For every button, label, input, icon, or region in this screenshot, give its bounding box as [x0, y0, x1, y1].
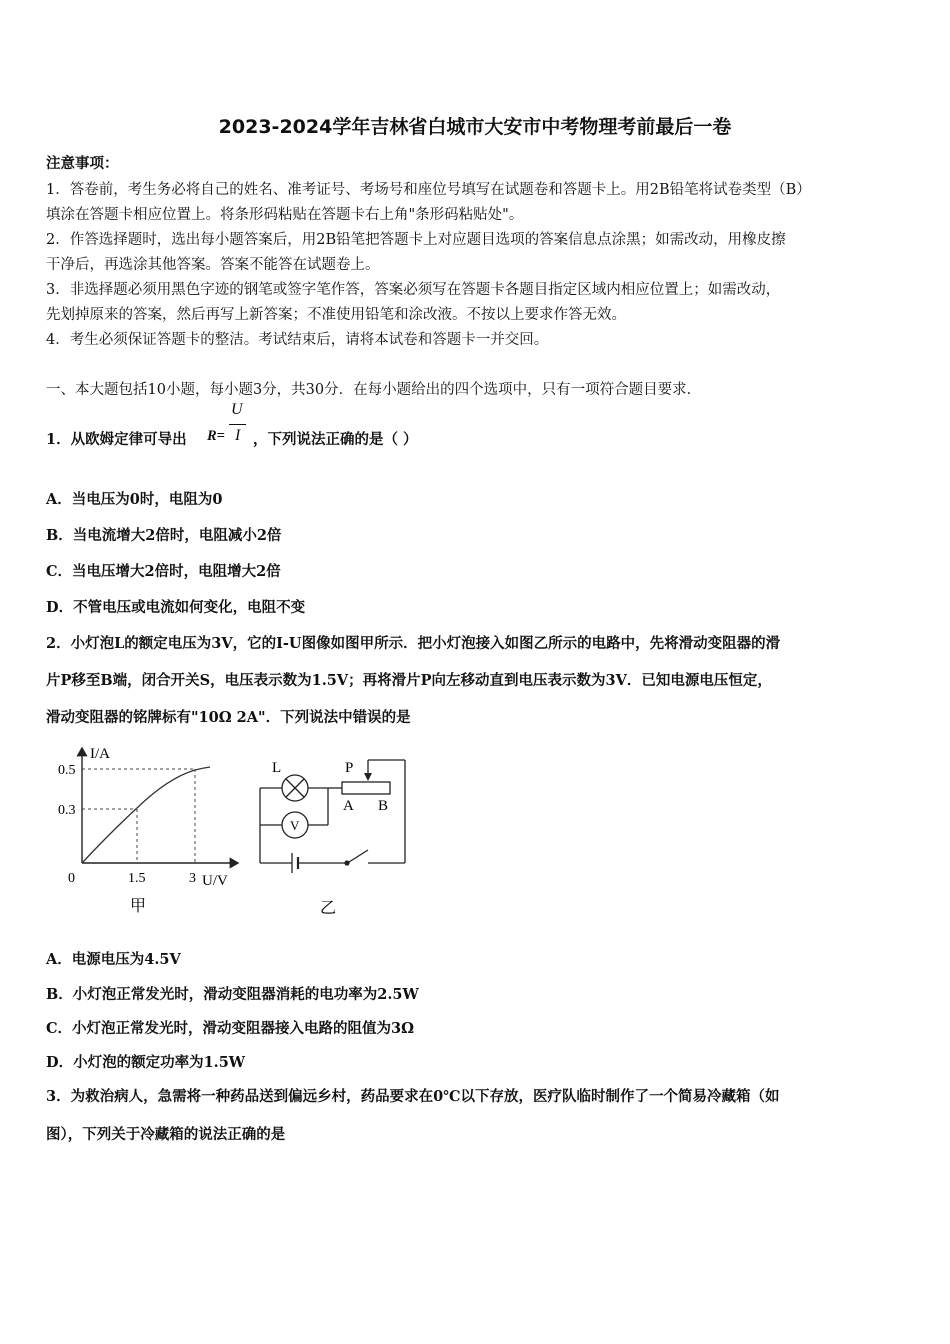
switch-symbol [349, 850, 368, 862]
graph-tick-y1: 0.3 [58, 803, 76, 818]
q2-option-b: B．小灯泡正常发光时，滑动变阻器消耗的电功率为2.5W [46, 986, 419, 1003]
circuit-label-b: B [378, 798, 389, 814]
q3-stem-line2: 图），下列关于冷藏箱的说法正确的是 [46, 1126, 286, 1143]
notice-item-3a: 3．非选择题必须用黑色字迹的钢笔或签字笔作答，答案必须写在答题卡各题目指定区域内相应位置上；如需改动， [46, 282, 781, 298]
q2-stem-line3: 滑动变阻器的铭牌标有"10Ω 2A"．下列说法中错误的是 [46, 709, 411, 726]
q1-fraction-numerator: U [231, 401, 243, 418]
circuit-figure [250, 745, 420, 920]
graph-tick-y2: 0.5 [58, 763, 76, 778]
rheostat-symbol [342, 782, 390, 794]
q1-stem-prefix: 1．从欧姆定律可导出 [46, 431, 187, 448]
q2-option-a: A．电源电压为4.5V [46, 951, 181, 968]
graph-caption: 甲 [130, 898, 147, 915]
notice-item-3b: 先划掉原来的答案，然后再写上新答案；不准使用铅笔和涂改液。不按以上要求作答无效。 [46, 307, 626, 323]
iu-graph-figure [40, 738, 250, 923]
graph-y-label: I/A [90, 746, 110, 762]
graph-origin: 0 [68, 871, 75, 886]
circuit-label-a: A [343, 798, 354, 814]
q1-option-d: D．不管电压或电流如何变化，电阻不变 [46, 599, 306, 616]
q3-stem-line1: 3．为救治病人，急需将一种药品送到偏远乡村，药品要求在0℃以下存放，医疗队临时制作了一个简易冷藏箱（如 [46, 1088, 780, 1105]
notice-item-4: 4．考生必须保证答题卡的整洁。考试结束后，请将本试卷和答题卡一并交回。 [46, 332, 549, 348]
circuit-label-p: P [345, 760, 354, 776]
q2-stem-line2: 片P移至B端，闭合开关S，电压表示数为1.5V；再将滑片P向左移动直到电压表示数为3V．已知电源电压恒定， [46, 672, 772, 689]
notice-item-1a: 1．答卷前，考生务必将自己的姓名、准考证号、考场号和座位号填写在试题卷和答题卡上。用2B铅笔将试卷类型（B） [46, 182, 811, 198]
q1-fraction-bar [229, 424, 246, 425]
q2-option-d: D．小灯泡的额定功率为1.5W [46, 1054, 246, 1071]
notice-item-2b: 干净后，再选涂其他答案。答案不能答在试题卷上。 [46, 257, 380, 273]
q1-stem-suffix: ，下列说法正确的是（ ） [253, 431, 418, 448]
circuit-label-l: L [272, 760, 282, 776]
iu-curve [82, 767, 210, 863]
graph-x-label: U/V [202, 873, 228, 889]
q1-option-b: B．当电流增大2倍时，电阻减小2倍 [46, 527, 282, 544]
q1-option-a: A．当电压为0时，电阻为0 [46, 491, 223, 508]
q1-fraction-denominator: I [235, 427, 241, 444]
graph-tick-x1: 1.5 [128, 871, 146, 886]
circuit-label-v: V [290, 818, 300, 833]
notice-item-2a: 2．作答选择题时，选出每小题答案后，用2B铅笔把答题卡上对应题目选项的答案信息点涂黑；如需改动，用橡皮擦 [46, 232, 786, 248]
q1-formula-r: R= [207, 428, 225, 444]
q2-option-c: C．小灯泡正常发光时，滑动变阻器接入电路的阻值为3Ω [46, 1020, 415, 1037]
notice-heading: 注意事项： [46, 155, 119, 172]
section-heading: 一、本大题包括10小题，每小题3分，共30分．在每小题给出的四个选项中，只有一项符合题目要求． [46, 382, 702, 398]
q2-stem-line1: 2．小灯泡L的额定电压为3V，它的I-U图像如图甲所示．把小灯泡接入如图乙所示的电路中，先将滑动变阻器的滑 [46, 635, 781, 652]
q1-option-c: C．当电压增大2倍时，电阻增大2倍 [46, 563, 281, 580]
exam-title: 2023-2024学年吉林省白城市大安市中考物理考前最后一卷 [218, 116, 732, 138]
notice-item-1b: 填涂在答题卡相应位置上。将条形码粘贴在答题卡右上角"条形码粘贴处"。 [46, 207, 524, 223]
graph-tick-x2: 3 [189, 871, 196, 886]
circuit-caption: 乙 [320, 900, 337, 917]
